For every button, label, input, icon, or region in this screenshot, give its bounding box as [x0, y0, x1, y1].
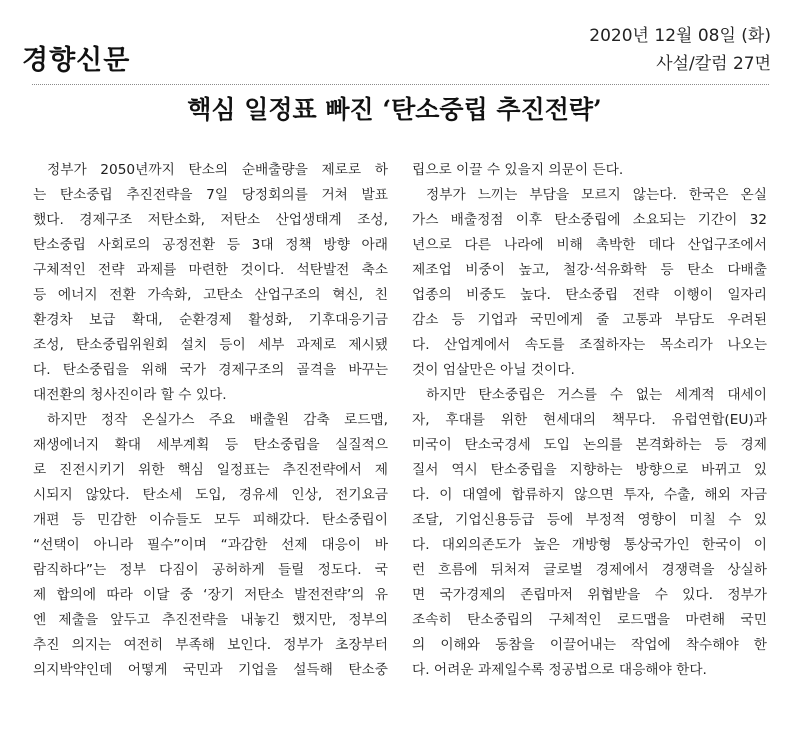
text-line: 감소 등 기업과 국민에게 줄 고통과 부담도 우려된	[412, 312, 767, 328]
text-line: 환경차 보급 확대, 순환경제 활성화, 기후대응기금	[33, 312, 388, 328]
article-title: 핵심 일정표 빠진 ‘탄소중립 추진전략’	[187, 95, 602, 124]
text-line: 다. 어려운 과제일수록 정공법으로 대응해야 한다.	[412, 662, 707, 678]
text-line: 하지만 정작 온실가스 주요 배출원 감축 로드맵,	[47, 412, 388, 428]
newspaper-name: 경향신문	[22, 45, 131, 76]
text-line: 재생에너지 확대 세부계획 등 탄소중립을 실질적으	[33, 437, 388, 453]
text-line: 개편 등 민감한 이슈들도 모두 피해갔다. 탄소중립이	[33, 512, 388, 528]
text-line: 정부가 느끼는 부담을 모르지 않는다. 한국은 온실	[426, 187, 767, 203]
text-line: 의지박약인데 어떻게 국민과 기업을 설득해 탄소중	[33, 662, 388, 678]
text-line: 의 이해와 동참을 이끌어내는 작업에 착수해야 한	[412, 637, 767, 653]
text-line: 자, 후대를 위한 현세대의 책무다. 유럽연합(EU)과	[412, 412, 767, 428]
text-line: 립으로 이끌 수 있을지 의문이 든다.	[412, 162, 624, 178]
text-line: 조속히 탄소중립의 구체적인 로드맵을 마련해 국민	[412, 612, 767, 628]
section-page: 사설/칼럼 27면	[656, 54, 771, 74]
text-line: 다. 산업계에서 속도를 조절하자는 목소리가 나오는	[412, 337, 767, 353]
text-line: 했다. 경제구조 저탄소화, 저탄소 산업생태계 조성,	[33, 212, 388, 228]
text-line: 등 에너지 전환 가속화, 고탄소 산업구조의 혁신, 친	[33, 287, 388, 303]
text-line: 제조업 비중이 높고, 철강·석유화학 등 탄소 다배출	[412, 262, 767, 278]
header-divider	[32, 84, 769, 85]
text-line: 로 진전시키기 위한 핵심 일정표는 추진전략에서 제	[33, 462, 388, 478]
text-line: 질서 역시 탄소중립을 지향하는 방향으로 바뀌고 있	[412, 462, 767, 478]
article-column-left	[33, 158, 388, 683]
text-line: 년으로 다른 나라에 비해 촉박한 데다 산업구조에서	[412, 237, 767, 253]
text-line: 면 국가경제의 존립마저 위협받을 수 있다. 정부가	[412, 587, 767, 603]
text-line: 구체적인 전략 과제를 마련한 것이다. 석탄발전 축소	[33, 262, 388, 278]
publication-date: 2020년 12월 08일 (화)	[589, 26, 771, 46]
text-line: 조성, 탄소중립위원회 설치 등이 세부 과제로 제시됐	[33, 337, 388, 353]
text-line: “선택이 아니라 필수”이며 “과감한 선제 대응이 바	[33, 537, 388, 553]
text-line: 미국이 탄소국경세 도입 논의를 본격화하는 등 경제	[412, 437, 767, 453]
text-line: 가스 배출정점 이후 탄소중립에 소요되는 기간이 32	[412, 212, 767, 228]
text-line: 다. 탄소중립을 위해 국가 경제구조의 골격을 바꾸는	[33, 362, 388, 378]
text-line: 런 흐름에 뒤처져 글로벌 경제에서 경쟁력을 상실하	[412, 562, 767, 578]
text-line: 다. 이 대열에 합류하지 않으면 투자, 수출, 해외 자금	[412, 487, 767, 503]
publication-meta	[589, 22, 771, 78]
text-line: 하지만 탄소중립은 거스를 수 없는 세계적 대세이	[426, 387, 767, 403]
text-line: 탄소중립 사회로의 공정전환 등 3대 정책 방향 아래	[33, 237, 388, 253]
text-line: 것이 엄살만은 아닐 것이다.	[412, 362, 575, 378]
text-line: 업종의 비중도 높다. 탄소중립 전략 이행이 일자리	[412, 287, 767, 303]
text-line: 대전환의 청사진이라 할 수 있다.	[33, 387, 227, 403]
text-line: 엔 제출을 앞두고 추진전략을 내놓긴 했지만, 정부의	[33, 612, 388, 628]
text-line: 추진 의지는 여전히 부족해 보인다. 정부가 초장부터	[33, 637, 388, 653]
text-line: 조달, 기업신용등급 등에 부정적 영향이 미칠 수 있	[412, 512, 767, 528]
article-column-right	[412, 158, 767, 683]
text-line: 시되지 않았다. 탄소세 도입, 경유세 인상, 전기요금	[33, 487, 388, 503]
text-line: 다. 대외의존도가 높은 개방형 통상국가인 한국이 이	[412, 537, 767, 553]
text-line: 제 합의에 따라 이달 중 ‘장기 저탄소 발전전략’의 유	[33, 587, 388, 603]
text-line: 는 탄소중립 추진전략을 7일 당정회의를 거쳐 발표	[33, 187, 388, 203]
text-line: 정부가 2050년까지 탄소의 순배출량을 제로로 하	[47, 162, 388, 178]
text-line: 람직하다”는 정부 다짐이 공허하게 들릴 정도다. 국	[33, 562, 388, 578]
